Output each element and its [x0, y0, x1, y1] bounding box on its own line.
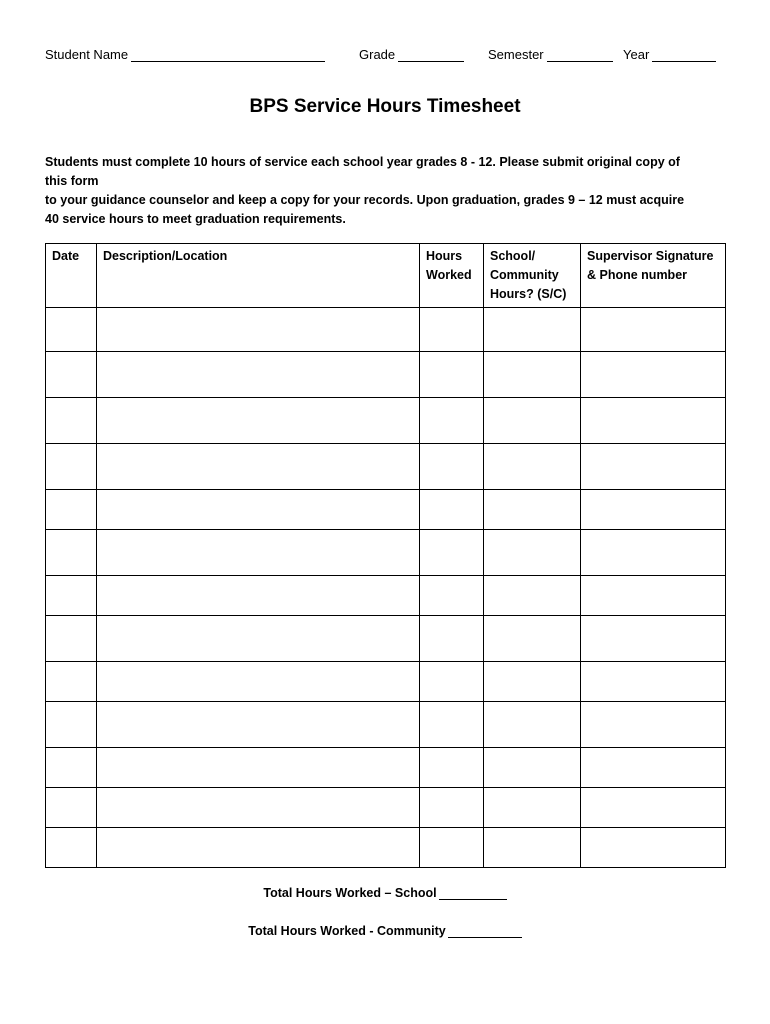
hours-cell[interactable]: [420, 490, 484, 530]
school-community-cell[interactable]: [484, 576, 581, 616]
date-cell[interactable]: [46, 576, 97, 616]
column-header-description: [97, 244, 420, 308]
school-community-cell[interactable]: [484, 748, 581, 788]
hours-cell[interactable]: [420, 788, 484, 828]
table-row: [46, 308, 726, 352]
total-community-line: [0, 923, 770, 938]
supervisor-cell[interactable]: [581, 576, 726, 616]
column-header-text: Community: [490, 268, 559, 282]
semester-field: [488, 46, 613, 62]
hours-cell[interactable]: [420, 308, 484, 352]
school-community-cell[interactable]: [484, 398, 581, 444]
table-header-row: [46, 244, 726, 308]
school-community-cell[interactable]: [484, 490, 581, 530]
total-school-label: Total Hours Worked – School: [263, 886, 437, 900]
hours-cell[interactable]: [420, 444, 484, 490]
date-cell[interactable]: [46, 308, 97, 352]
school-community-cell[interactable]: [484, 662, 581, 702]
hours-cell[interactable]: [420, 828, 484, 868]
description-cell[interactable]: [97, 308, 420, 352]
year-field: [623, 46, 716, 62]
table-row: [46, 444, 726, 490]
instructions-text: [45, 153, 725, 229]
supervisor-cell[interactable]: [581, 702, 726, 748]
school-community-cell[interactable]: [484, 444, 581, 490]
total-school-line: [0, 885, 770, 900]
column-header-supervisor: [581, 244, 726, 308]
school-community-cell[interactable]: [484, 352, 581, 398]
table-row: [46, 398, 726, 444]
date-cell[interactable]: [46, 748, 97, 788]
instructions-line: to your guidance counselor and keep a copy for your records. Upon graduation, grades 9 – 12 must acquire: [45, 193, 685, 207]
description-cell[interactable]: [97, 616, 420, 662]
date-cell[interactable]: [46, 352, 97, 398]
column-header-text: Supervisor Signature: [587, 249, 714, 263]
school-community-cell[interactable]: [484, 530, 581, 576]
student-name-field: [45, 46, 325, 62]
hours-cell[interactable]: [420, 748, 484, 788]
description-cell[interactable]: [97, 352, 420, 398]
description-cell[interactable]: [97, 444, 420, 490]
column-header-text: School/: [490, 249, 536, 263]
date-cell[interactable]: [46, 788, 97, 828]
school-community-cell[interactable]: [484, 616, 581, 662]
year-blank[interactable]: [652, 46, 716, 62]
school-community-cell[interactable]: [484, 788, 581, 828]
total-community-blank[interactable]: [448, 923, 522, 938]
description-cell[interactable]: [97, 398, 420, 444]
year-label: Year: [623, 47, 650, 62]
description-cell[interactable]: [97, 828, 420, 868]
table-row: [46, 576, 726, 616]
description-cell[interactable]: [97, 702, 420, 748]
supervisor-cell[interactable]: [581, 788, 726, 828]
hours-cell[interactable]: [420, 398, 484, 444]
column-header-school-community: [484, 244, 581, 308]
supervisor-cell[interactable]: [581, 828, 726, 868]
date-cell[interactable]: [46, 490, 97, 530]
hours-cell[interactable]: [420, 616, 484, 662]
date-cell[interactable]: [46, 444, 97, 490]
grade-label: Grade: [359, 47, 396, 62]
instructions-line: this form: [45, 174, 99, 188]
grade-blank[interactable]: [398, 46, 464, 62]
grade-field: [359, 46, 464, 62]
table-row: [46, 662, 726, 702]
column-header-hours: [420, 244, 484, 308]
page-title: BPS Service Hours Timesheet: [249, 96, 521, 117]
total-school-blank[interactable]: [439, 885, 507, 900]
table-row: [46, 788, 726, 828]
table-row: [46, 530, 726, 576]
student-name-label: Student Name: [45, 47, 129, 62]
semester-blank[interactable]: [547, 46, 613, 62]
supervisor-cell[interactable]: [581, 530, 726, 576]
date-cell[interactable]: [46, 828, 97, 868]
date-cell[interactable]: [46, 398, 97, 444]
table-row: [46, 352, 726, 398]
hours-cell[interactable]: [420, 576, 484, 616]
student-info-line: [45, 46, 724, 68]
date-cell[interactable]: [46, 530, 97, 576]
table-row: [46, 702, 726, 748]
instructions-line: 40 service hours to meet graduation requirements.: [45, 212, 346, 226]
table-row: [46, 616, 726, 662]
table-row: [46, 490, 726, 530]
column-header-text: Date: [52, 249, 80, 263]
semester-label: Semester: [488, 47, 544, 62]
hours-cell[interactable]: [420, 352, 484, 398]
supervisor-cell[interactable]: [581, 308, 726, 352]
supervisor-cell[interactable]: [581, 444, 726, 490]
school-community-cell[interactable]: [484, 828, 581, 868]
date-cell[interactable]: [46, 616, 97, 662]
total-community-label: Total Hours Worked - Community: [248, 924, 446, 938]
supervisor-cell[interactable]: [581, 490, 726, 530]
column-header-text: Worked: [426, 268, 472, 282]
supervisor-cell[interactable]: [581, 662, 726, 702]
supervisor-cell[interactable]: [581, 616, 726, 662]
table-row: [46, 748, 726, 788]
description-cell[interactable]: [97, 576, 420, 616]
hours-cell[interactable]: [420, 530, 484, 576]
school-community-cell[interactable]: [484, 308, 581, 352]
column-header-text: Description/Location: [103, 249, 228, 263]
school-community-cell[interactable]: [484, 702, 581, 748]
supervisor-cell[interactable]: [581, 748, 726, 788]
date-cell[interactable]: [46, 662, 97, 702]
description-cell[interactable]: [97, 788, 420, 828]
hours-cell[interactable]: [420, 702, 484, 748]
student-name-blank[interactable]: [131, 46, 325, 62]
hours-cell[interactable]: [420, 662, 484, 702]
instructions-line: Students must complete 10 hours of service each school year grades 8 - 12. Please submit original copy of: [45, 155, 680, 169]
description-cell[interactable]: [97, 662, 420, 702]
column-header-text: Hours? (S/C): [490, 287, 567, 301]
description-cell[interactable]: [97, 530, 420, 576]
description-cell[interactable]: [97, 748, 420, 788]
column-header-text: & Phone number: [587, 268, 688, 282]
table-body: [46, 308, 726, 868]
column-header-text: Hours: [426, 249, 463, 263]
column-header-date: [46, 244, 97, 308]
description-cell[interactable]: [97, 490, 420, 530]
table-row: [46, 828, 726, 868]
date-cell[interactable]: [46, 702, 97, 748]
supervisor-cell[interactable]: [581, 352, 726, 398]
supervisor-cell[interactable]: [581, 398, 726, 444]
service-hours-table: [45, 243, 726, 868]
